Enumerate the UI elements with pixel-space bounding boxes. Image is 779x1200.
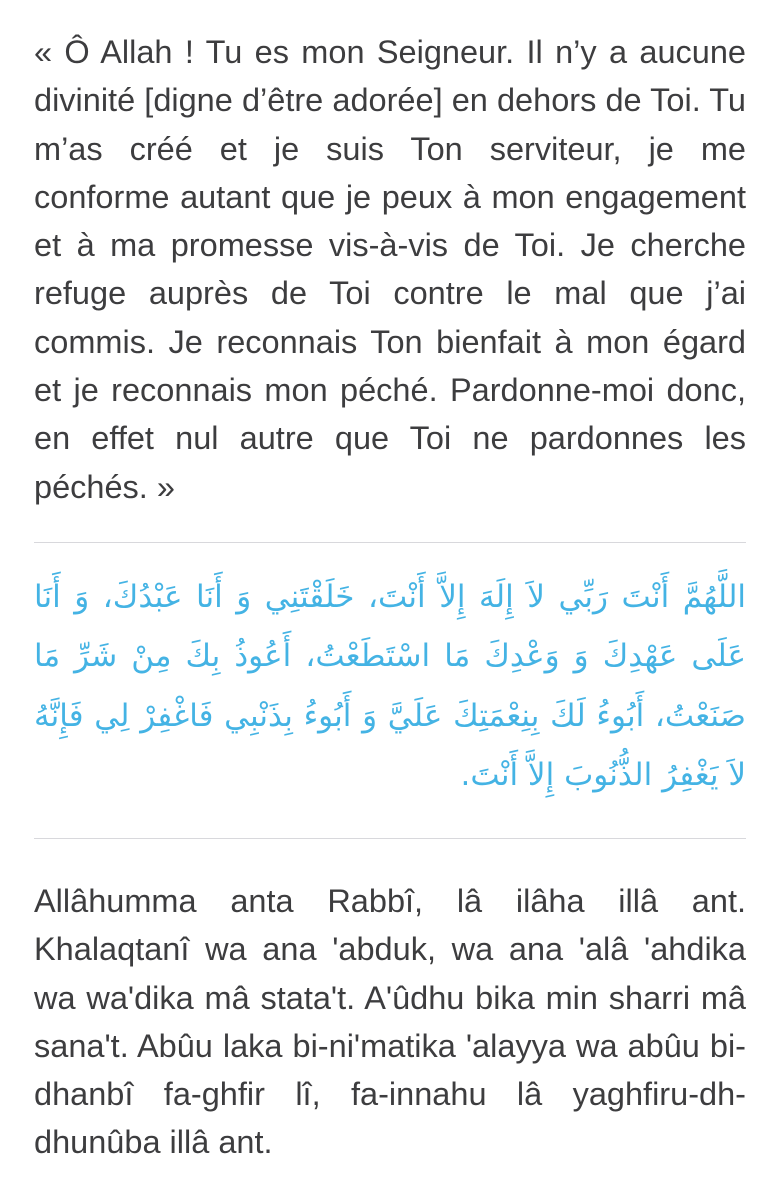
arabic-text: اللَّهُمَّ أَنْتَ رَبِّي لاَ إِلَهَ إِلاَّ أَنْتَ، خَلَقْتَنِي وَ أَنَا عَبْدُكَ، وَ أَنَا عَلَى عَهْدِكَ وَ وَعْدِكَ مَا اسْتَطَعْتُ، أَعُوذُ بِكَ مِنْ شَرِّ مَا صَنَعْتُ، أَبُوءُ لَكَ بِنِعْمَتِكَ عَلَيَّ وَ أَبُوءُ بِذَنْبِي فَاغْفِرْ لِي فَإِنَّهُ لاَ يَغْفِرُ الذُّنُوبَ إِلاَّ أَنْتَ. [34,578,746,794]
dua-content [34,28,746,1167]
transliteration: Allâhumma anta Rabbî, lâ ilâha illâ ant. Khalaqtanî wa ana 'abduk, wa ana 'alâ 'ahdika wa wa'dika mâ stata't. A'ûdhu bika min sharri mâ sana't. Abûu laka bi-ni'matika 'alayya wa abûu bi-dhanbî fa-ghfir lî, fa-innahu lâ yaghfiru-dh-dhunûba illâ ant. [34,882,746,1161]
section-divider [34,838,746,839]
section-divider [34,542,746,543]
french-translation: « Ô Allah ! Tu es mon Seigneur. Il n’y a aucune divinité [digne d’être adorée] en dehors de Toi. Tu m’as créé et je suis Ton serviteur, je me conforme autant que je peux à mon engagement et à ma promesse vis-à-vis de Toi. Je cherche refuge auprès de Toi contre le mal que j’ai commis. Je reconnais Ton bienfait à mon égard et je reconnais mon péché. Pardonne-moi donc, en effet nul autre que Toi ne pardonnes les péchés. » [34,34,746,505]
